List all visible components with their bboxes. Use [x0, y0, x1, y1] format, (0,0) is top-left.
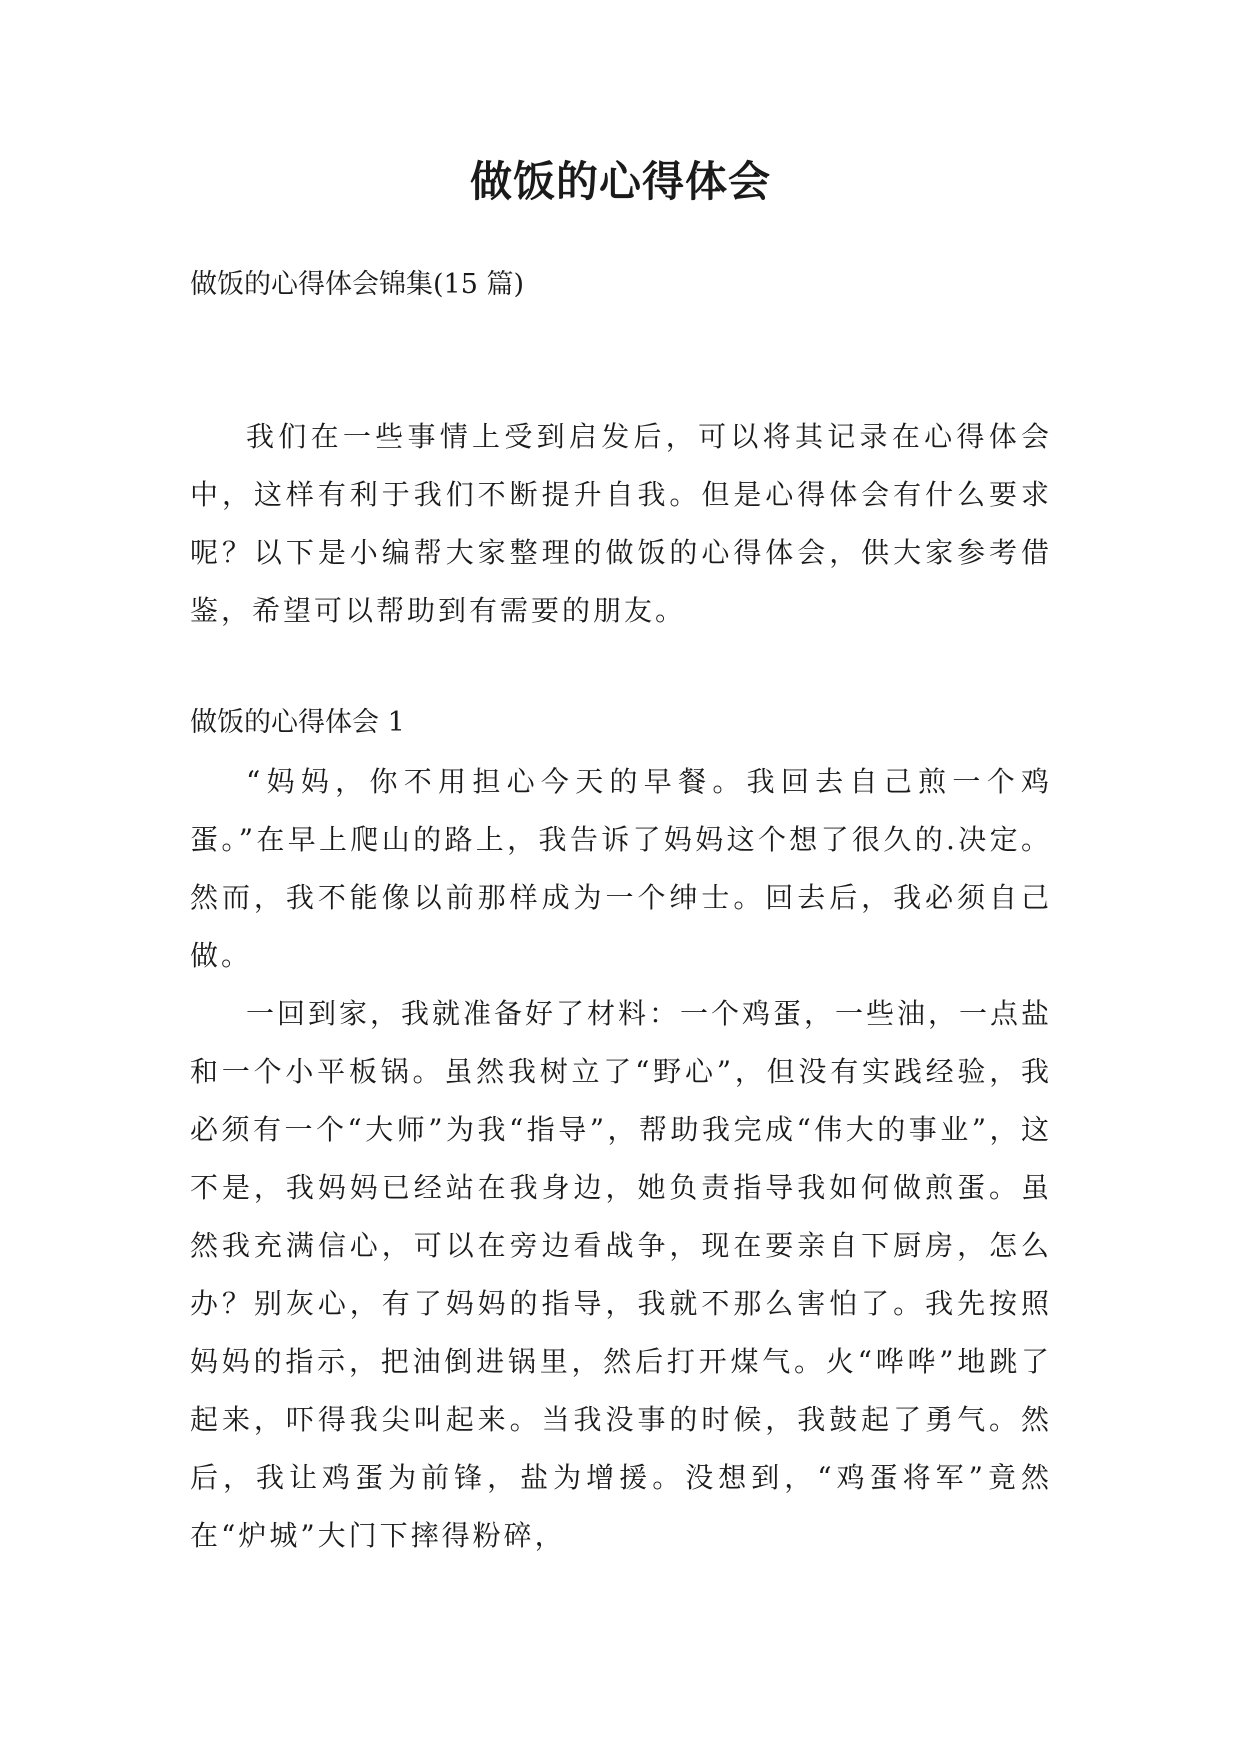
section-heading: 做饭的心得体会 1	[190, 707, 405, 738]
intro-paragraph: 我们在一些事情上受到启发后，可以将其记录在心得体会中，这样有利于我们不断提升自我。但是心得体会有什么要求呢？以下是小编帮大家整理的做饭的心得体会，供大家参考借鉴，希望可以帮助到有需要的朋友。	[190, 420, 1052, 627]
document-title: 做饭的心得体会	[469, 157, 771, 206]
document-subtitle: 做饭的心得体会锦集(15 篇)	[190, 269, 525, 300]
body-paragraph: 一回到家，我就准备好了材料：一个鸡蛋，一些油，一点盐和一个小平板锅。虽然我树立了“野心”，但没有实践经验，我必须有一个“大师”为我“指导”，帮助我完成“伟大的事业”，这不是，我妈妈已经站在我身边，她负责指导我如何做煎蛋。虽然我充满信心，可以在旁边看战争，现在要亲自下厨房，怎么办？别灰心，有了妈妈的指导，我就不那么害怕了。我先按照妈妈的指示，把油倒进锅里，然后打开煤气。火“哗哗”地跳了起来，吓得我尖叫起来。当我没事的时候，我鼓起了勇气。然后，我让鸡蛋为前锋，盐为增援。没想到，“鸡蛋将军”竟然在“炉城”大门下摔得粉碎，	[190, 997, 1053, 1552]
body-paragraph: “妈妈，你不用担心今天的早餐。我回去自己煎一个鸡蛋。”在早上爬山的路上，我告诉了妈妈这个想了很久的.决定。然而，我不能像以前那样成为一个绅士。回去后，我必须自己做。	[190, 765, 1052, 972]
